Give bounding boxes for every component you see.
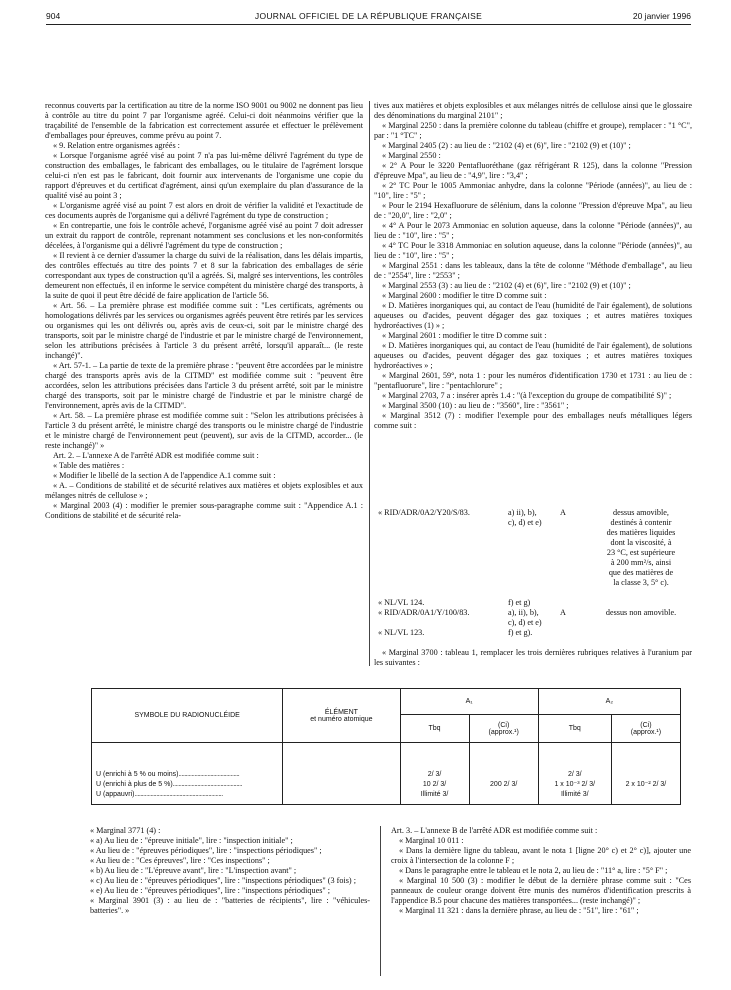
a1-tbq-cell — [400, 743, 469, 805]
header-element — [283, 689, 400, 743]
element-cell — [283, 743, 400, 805]
header-ci-label: (Ci) — [640, 721, 652, 729]
marginal-3700-text — [374, 648, 692, 668]
rid-example-row — [374, 578, 692, 588]
paragraph: « Au lieu de : "épreuves périodiques", lire : "inspections périodiques" ; — [90, 846, 322, 855]
paragraph: « Marginal 2003 (4) : modifier le premier sous-paragraphe comme suit : "Appendice A.1 : Conditions de stabilité et de sécurité rela- — [45, 501, 363, 520]
rid-example-cell: c), d) et e) — [508, 518, 542, 527]
paragraph: « Marginal 3700 : tableau 1, remplacer les trois dernières rubriques relatives à l'uranium par les suivantes : — [374, 648, 692, 667]
paragraph: « 4° TC Pour le 3318 Ammoniac en solution aqueuse, dans la colonne "Période (années)", au lieu de : "10", lire : "5" ; — [374, 241, 692, 260]
paragraph: reconnus couverts par la certification au titre de la norme ISO 9001 ou 9002 ne donnent pas lieu à contrôle au titre du point 7 par l'organisme agréé. Celui-ci doit néanmoins vérifier que la traçabilité de l'ensemble de la fabrication est correctement assurée et effectuer le prélèvement d'emballages pour épreuves, comme prévu au point 7. — [45, 101, 363, 140]
bottom-left-column-text — [90, 826, 370, 916]
a2-tbq-value: Illimité 3/ — [560, 791, 589, 798]
header-a1-tbq: Tbq — [400, 715, 469, 743]
paragraph: « Art. 58. – La première phrase est modifiée comme suit : "Selon les attributions précisées à l'article 3 du présent arrêté, le ministre chargé des transports ou le ministre chargé de l'industrie et le ministre chargé de l'environnement peut (peuvent), sur avis de la CITMD, accorder... (le reste inchangé)" » — [45, 411, 363, 450]
nuclide-name: U (appauvri) — [96, 791, 135, 798]
header-a2-ci — [611, 715, 680, 743]
paragraph: « Marginal 3771 (4) : — [90, 826, 161, 835]
rid-example-cell: à 200 mm²/s, ainsi — [610, 558, 672, 567]
a1-tbq-value: 2/ 3/ — [427, 771, 442, 778]
paragraph: « 2° A Pour le 3220 Pentafluoréthane (gaz réfrigérant R 125), dans la colonne "Pression d'épreuve Mpa", au lieu de : "4,9", lire : "3,4" ; — [374, 161, 692, 180]
paragraph: « Marginal 3512 (7) : modifier l'exemple pour des emballages neufs métalliques légers comme suit : — [374, 411, 692, 430]
rid-example-row — [374, 598, 692, 608]
paragraph: « e) Au lieu de : "épreuves périodiques", lire : "inspections périodiques" ; — [90, 886, 331, 895]
a2-tbq-value: 2/ 3/ — [567, 771, 582, 778]
table-row: U (enrichi à plus de 5 %)................................................ — [96, 781, 243, 788]
paragraph: « Marginal 11 321 : dans la dernière phrase, au lieu de : "51", lire : "61" ; — [399, 906, 639, 915]
page-header — [46, 8, 691, 24]
rid-example-row — [374, 518, 692, 528]
paragraph: « a) Au lieu de : "épreuve initiale", lire : "inspection initiale" ; — [90, 836, 293, 845]
a2-tbq-cell — [538, 743, 611, 805]
paragraph: « Marginal 2601 : modifier le titre D comme suit : — [382, 331, 547, 340]
rid-example-row — [374, 558, 692, 568]
rid-example-cell: f) et g). — [508, 628, 533, 637]
publication-date: 20 janvier 1996 — [632, 11, 691, 21]
paragraph: « Marginal 2550 : — [382, 151, 441, 160]
header-symbol: SYMBOLE DU RADIONUCLÉIDE — [92, 689, 283, 743]
paragraph: « Pour le 2194 Hexafluorure de sélénium, dans la colonne "Pression d'épreuve Mpa", au lieu de : "20,0", lire : "2,0" ; — [374, 201, 692, 220]
paragraph: « Marginal 2405 (2) : au lieu de : "2102 (4) et (6)", lire : "2102 (9) et (10)" ; — [382, 141, 631, 150]
column-divider — [369, 101, 370, 666]
paragraph: « Marginal 3500 (10) : au lieu de : "3560", lire : "3561" ; — [382, 401, 569, 410]
header-approx-label: (approx.¹) — [488, 728, 519, 736]
rid-example-cell: « NL/VL 124. — [378, 598, 425, 607]
paragraph: « Marginal 2250 : dans la première colonne du tableau (chiffre et groupe), remplacer : "1 °C", par : "1 °TC" ; — [374, 121, 692, 140]
paragraph: « Lorsque l'organisme agréé visé au point 7 n'a pas lui-même délivré l'agrément du type de construction des emballages, le fabricant des emballages, ou le titulaire de l'agrément lorsque celui-ci n'en est pas le fabricant, doit fournir aux intervenants de l'organisme une copie du rapport d'épreuves et du certificat d'agrément, ainsi qu'un exemplaire du plan d'assurance de la qualité visé au point 3 ; — [45, 151, 363, 200]
header-ci-label: (Ci) — [498, 721, 510, 729]
paragraph: tives aux matières et objets explosibles et aux mélanges nitrés de cellulose ainsi que le glossaire des dénominations du marginal 2101" ; — [374, 101, 692, 120]
rid-example-cell: dont la viscosité, à — [610, 538, 672, 547]
nuclide-name: U (enrichi à plus de 5 %) — [96, 781, 173, 788]
rid-example-cell: dessus non amovible. — [605, 608, 677, 617]
a2-tbq-value: 1 x 10⁻³ 2/ 3/ — [554, 781, 596, 788]
header-a1: A₁ — [400, 689, 538, 715]
rid-example-row — [374, 608, 692, 618]
paragraph: « Il revient à ce dernier d'assumer la charge du suivi de la réalisation, dans les délais impartis, des contrôles effectués au titre des points 7 et 8 sur la fabrication des emballages de série correspondant aux types de construction qu'il a agréés. Si, malgré ses interventions, les contrôles demeurent non effectués, il en informe le service compétent du ministère chargé des transports, à la suite de quoi il peut être décidé de faire application de l'article 56. — [45, 251, 363, 300]
a2-ci-value: 2 x 10⁻² 2/ 3/ — [625, 781, 667, 788]
bottom-right-column-text — [391, 826, 691, 916]
header-element-line2: et numéro atomique — [310, 715, 373, 723]
header-element-line1: ÉLÉMENT — [324, 708, 358, 716]
paragraph: « 4° A Pour le 2073 Ammoniac en solution aqueuse, dans la colonne "Période (années)", au lieu de : "10", lire : "5" ; — [374, 221, 692, 240]
paragraph: Art. 3. – L'annexe B de l'arrêté ADR est modifiée comme suit : — [391, 826, 598, 835]
page-number: 904 — [46, 11, 61, 21]
rid-example-cell: a), ii), b), — [508, 608, 539, 617]
rid-example-cell: A — [560, 508, 566, 517]
rid-example-row — [374, 548, 692, 558]
paragraph: « Marginal 2553 (3) : au lieu de : "2102 (4) et (6)", lire : "2102 (9) et (10)" ; — [382, 281, 631, 290]
a1-tbq-value: Illimité 3/ — [420, 791, 449, 798]
left-column-text — [45, 101, 363, 521]
paragraph: « Marginal 10 011 : — [399, 836, 464, 845]
table-row: U (appauvri)............................................................. — [96, 791, 223, 798]
journal-title: JOURNAL OFFICIEL DE LA RÉPUBLIQUE FRANÇAISE — [254, 11, 483, 21]
rid-example-cell: c), d) et e) — [508, 618, 542, 627]
paragraph: « L'organisme agréé visé au point 7 est alors en droit de vérifier la validité et l'exactitude de ces documents auprès de l'organisme qui a délivré l'agrément du type de construction ; — [45, 201, 363, 220]
rid-example-row — [374, 628, 692, 638]
paragraph: « Dans le paragraphe entre le tableau et le nota 2, au lieu de : "11° a, lire : "5° F" ; — [399, 866, 668, 875]
column-divider — [380, 826, 381, 976]
paragraph: « Marginal 3901 (3) : au lieu de : "batteries de récipients", lire : "véhicules-batteries". » — [90, 896, 370, 915]
rid-example-row — [374, 588, 692, 598]
paragraph: « Marginal 2703, 7 a : insérer après 1.4 : "(à l'exception du groupe de compatibilité S)" ; — [382, 391, 672, 400]
header-a2: A₂ — [538, 689, 680, 715]
paragraph: « En contrepartie, une fois le contrôle achevé, l'organisme agréé visé au point 7 doit adresser un extrait du rapport de contrôle, reprenant notamment ses conclusions et les non-conformités décelées, à l'organisme qui a délivré l'agrément du type de construction ; — [45, 221, 363, 250]
radionuclide-table — [91, 688, 681, 805]
paragraph: « D. Matières inorganiques qui, au contact de l'eau (humidité de l'air également), de solutions aqueuses ou d'acides, peuvent dégager des gaz toxiques ; et autres matières toxiques hydroréactives » ; — [374, 341, 692, 370]
rid-example-list — [374, 508, 692, 638]
paragraph: « Table des matières : — [53, 461, 125, 470]
paragraph: Art. 2. – L'annexe A de l'arrêté ADR est modifiée comme suit : — [53, 451, 259, 460]
paragraph: « D. Matières inorganiques qui, au contact de l'eau (humidité de l'air également), de solutions aqueuses ou d'acides, peuvent dégager des gaz toxiques ; et autres matières toxiques hydroréactives (1) » ; — [374, 301, 692, 330]
rid-example-cell: « RID/ADR/0A1/Y/100/83. — [378, 608, 470, 617]
table-row: U (enrichi à 5 % ou moins).......................................... — [96, 771, 240, 778]
header-a2-tbq: Tbq — [538, 715, 611, 743]
a1-tbq-value: 10 2/ 3/ — [422, 781, 447, 788]
paragraph: « b) Au lieu de : "L'épreuve avant", lire : "L'inspection avant" ; — [90, 866, 297, 875]
rid-example-cell: des matières liquides — [606, 528, 676, 537]
rid-example-row — [374, 508, 692, 518]
rid-example-row — [374, 618, 692, 628]
rid-example-cell: « RID/ADR/0A2/Y20/S/83. — [378, 508, 470, 517]
a1-ci-cell — [469, 743, 538, 805]
rid-example-cell: que des matières de — [608, 568, 674, 577]
paragraph: « c) Au lieu de : "épreuves périodiques", lire : "inspections périodiques" (3 fois) ; — [90, 876, 356, 885]
rid-example-row — [374, 528, 692, 538]
paragraph: « Au lieu de : "Ces épreuves", lire : "Ces inspections" ; — [90, 856, 270, 865]
rid-example-row — [374, 538, 692, 548]
paragraph: « Marginal 10 500 (3) : modifier le début de la dernière phrase comme suit : "Ces panneaux de couleur orange doivent être munis des numéros d'identification prescrits à l'appendice B.5 pour chacune des matières transportées... (reste inchangé)" ; — [391, 876, 691, 905]
paragraph: « Marginal 2551 : dans les tableaux, dans la tête de colonne "Méthode d'emballage", au lieu de : "2554", lire : "2553" ; — [374, 261, 692, 280]
a1-ci-value: 200 2/ 3/ — [490, 781, 518, 788]
rid-example-cell: destinés à contenir — [610, 518, 672, 527]
paragraph: « 9. Relation entre organismes agréés : — [53, 141, 180, 150]
paragraph: « Dans la dernière ligne du tableau, avant le nota 1 [ligne 20° c) et 2° c)], ajouter une croix à l'intersection de la colonne F ; — [391, 846, 691, 865]
nuclide-names-cell — [92, 743, 283, 805]
right-column-text — [374, 101, 692, 431]
rid-example-cell: 23 °C, est supérieure — [606, 548, 676, 557]
paragraph: « Marginal 2601, 59°, nota 1 : pour les numéros d'identification 1730 et 1731 : au lieu de : "pentafluorure", lire : "pentachlorure" ; — [374, 371, 692, 390]
paragraph: « 2° TC Pour le 1005 Ammoniac anhydre, dans la colonne "Période (années)", au lieu de : "10", lire : "5" ; — [374, 181, 692, 200]
rid-example-cell: dessus amovible, — [613, 508, 669, 517]
rid-example-cell: A — [560, 608, 566, 617]
rid-example-cell: « NL/VL 123. — [378, 628, 425, 637]
paragraph: « A. – Conditions de stabilité et de sécurité relatives aux matières et objets explosibles et aux mélanges nitrés de cellulose » ; — [45, 481, 363, 500]
paragraph: « Modifier le libellé de la section A de l'appendice A.1 comme suit : — [53, 471, 276, 480]
rid-example-cell: a) ii), b), — [508, 508, 537, 517]
rid-example-cell: la classe 3, 5° c). — [613, 578, 669, 587]
rid-example-cell: f) et g) — [508, 598, 531, 607]
nuclide-name: U (enrichi à 5 % ou moins) — [96, 771, 179, 778]
paragraph: « Art. 56. – La première phrase est modifiée comme suit : "Les certificats, agréments ou homologations délivrés par les services ou organismes agréés peuvent être retirés par les services ou organismes qui les ont délivrés ou, après avis de ceux-ci, soit par le ministre chargé des transports, soit par le ministre chargé de l'industrie et par le ministre chargé de l'environnement, selon les attributions précisées à l'article 3 du présent arrêté, lorsqu'il apparaît... (le reste inchangé)". — [45, 301, 363, 360]
rid-example-row — [374, 568, 692, 578]
paragraph: « Marginal 2600 : modifier le titre D comme suit : — [382, 291, 547, 300]
header-a1-ci — [469, 715, 538, 743]
a2-ci-cell — [611, 743, 680, 805]
header-approx-label: (approx.¹) — [630, 728, 662, 736]
paragraph: « Art. 57-1. – La partie de texte de la première phrase : "peuvent être accordées par le ministre chargé des transports après avis de la CITMD" est modifiée comme suit : "peuvent être accordées, selon les attributions précisées dans l'article 3 du présent arrêté, soit par le ministre chargé des transports, soit par le ministre chargé de l'industrie et par le ministre chargé de l'environnement, après avis de la CITMD". — [45, 361, 363, 410]
header-rule — [46, 24, 691, 25]
